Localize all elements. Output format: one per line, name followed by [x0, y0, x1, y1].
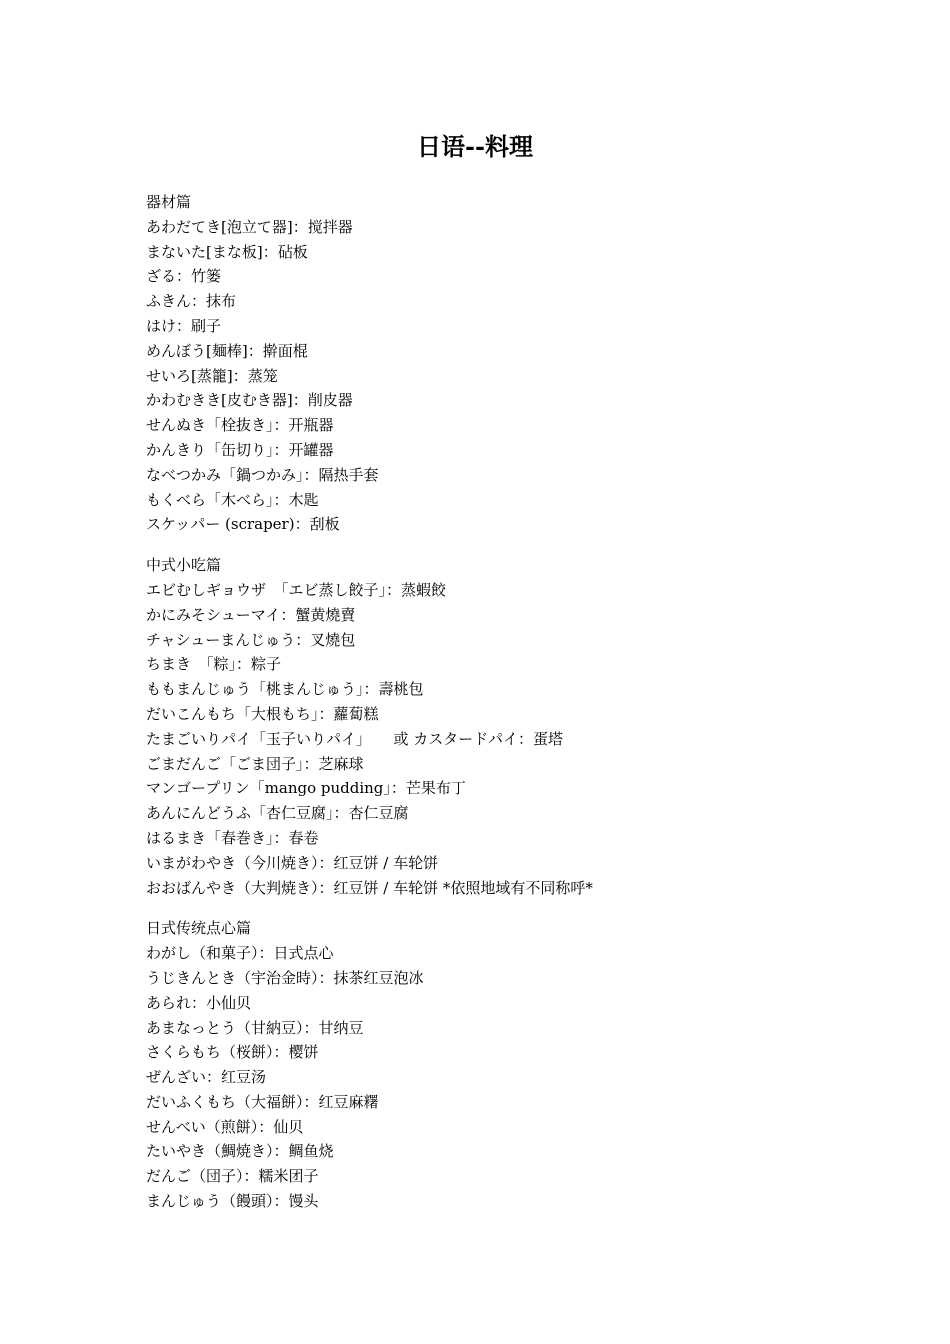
vocab-entry: はけ：刷子 — [146, 316, 222, 335]
vocab-entry: ももまんじゅう「桃まんじゅう」：壽桃包 — [146, 680, 424, 699]
vocab-entry: おおばんやき（大判焼き）：红豆饼 / 车轮饼 *依照地域有不同称呼* — [146, 878, 593, 897]
section-heading: 器材篇 — [146, 193, 192, 211]
vocab-entry: かにみそシューマイ：蟹黄燒賣 — [146, 605, 356, 624]
vocab-entry: あわだてき[泡立て器]：搅拌器 — [146, 217, 353, 236]
vocab-entry: はるまき「春巻き」：春卷 — [146, 828, 319, 847]
vocab-entry: チャシューまんじゅう：叉燒包 — [146, 630, 356, 649]
vocab-entry: ごまだんご「ごま団子」：芝麻球 — [146, 754, 364, 773]
vocab-entry: まないた[まな板]：砧板 — [146, 242, 308, 261]
vocab-entry: たいやき（鯛焼き）：鲷鱼烧 — [146, 1142, 334, 1161]
vocab-entry: わがし（和菓子）：日式点心 — [146, 944, 334, 963]
document-body — [146, 190, 846, 1230]
section-heading: 日式传统点心篇 — [146, 919, 252, 938]
vocab-entry: たまごいりパイ「玉子いりパイ」 或 カスタードパイ：蛋塔 — [146, 729, 563, 748]
vocab-entry: あんにんどうふ「杏仁豆腐」：杏仁豆腐 — [146, 804, 409, 823]
vocab-entry: あられ：小仙贝 — [146, 993, 252, 1012]
vocab-entry: ふきん：抹布 — [146, 292, 237, 311]
vocab-entry: スケッパー (scraper)：刮板 — [146, 515, 340, 534]
vocab-entry: せんぬき「栓抜き」：开瓶器 — [146, 416, 334, 435]
vocab-entry: だいふくもち（大福餅）：红豆麻糬 — [146, 1092, 379, 1111]
vocab-entry: せんべい（煎餅）：仙贝 — [146, 1117, 304, 1136]
vocab-entry: ぜんざい：红豆汤 — [146, 1068, 267, 1087]
vocab-entry: かわむきき[皮むき器]：削皮器 — [146, 391, 353, 410]
section — [146, 553, 846, 900]
vocab-entry: ちまき 「粽」：粽子 — [146, 655, 282, 674]
vocab-entry: いまがわやき（今川焼き）：红豆饼 / 车轮饼 — [146, 853, 439, 872]
vocab-entry: エビむしギョウザ 「エビ蒸し餃子」：蒸蝦餃 — [146, 580, 447, 599]
vocab-entry: あまなっとう（甘納豆）：甘纳豆 — [146, 1018, 364, 1037]
vocab-entry: まんじゅう（饅頭）：馒头 — [146, 1192, 319, 1211]
vocab-entry: なべつかみ「鍋つかみ」：隔热手套 — [146, 465, 379, 484]
section-heading: 中式小吃篇 — [146, 556, 222, 575]
vocab-entry: ざる：竹篓 — [146, 267, 222, 286]
vocab-entry: かんきり「缶切り」：开罐器 — [146, 440, 334, 459]
vocab-entry: めんぼう[麺棒]：擀面棍 — [146, 341, 308, 360]
vocab-entry: うじきんとき（宇治金時）：抹茶红豆泡冰 — [146, 968, 424, 987]
section — [146, 916, 846, 1214]
vocab-entry: だいこんもち「大根もち」：蘿蔔糕 — [146, 704, 379, 723]
section — [146, 190, 846, 537]
page-title: 日语--料理 — [417, 132, 533, 161]
vocab-entry: だんご（団子）：糯米团子 — [146, 1167, 319, 1186]
vocab-entry: もくべら「木べら」：木匙 — [146, 490, 319, 509]
vocab-entry: マンゴープリン「mango pudding」：芒果布丁 — [146, 779, 466, 798]
vocab-entry: さくらもち（桜餅）：樱饼 — [146, 1043, 319, 1062]
vocab-entry: せいろ[蒸籠]：蒸笼 — [146, 366, 278, 385]
